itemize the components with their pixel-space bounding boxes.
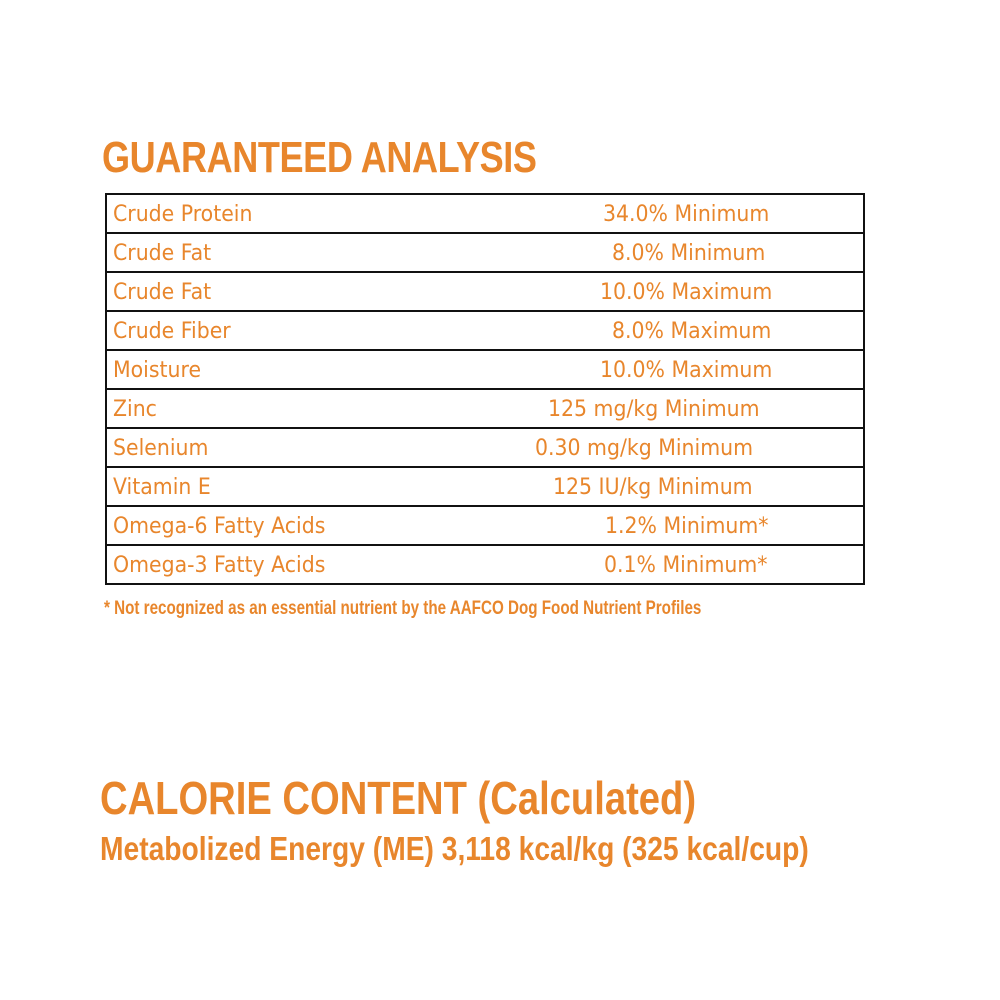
nutrient-label: Crude Fat <box>113 280 212 305</box>
table-row <box>107 429 863 468</box>
guaranteed-analysis-heading: GUARANTEED ANALYSIS <box>102 133 537 182</box>
nutrient-value: 0.30 mg/kg Minimum <box>535 436 754 461</box>
metabolized-energy-text: Metabolized Energy (ME) 3,118 kcal/kg (325 kcal/cup) <box>100 830 809 867</box>
table-row <box>107 312 863 351</box>
nutrient-label: Zinc <box>113 397 157 422</box>
nutrient-label: Omega-6 Fatty Acids <box>113 514 326 539</box>
nutrient-label: Moisture <box>113 358 202 383</box>
nutrient-value: 8.0% Maximum <box>612 319 772 344</box>
table-row <box>107 273 863 312</box>
nutrient-label: Crude Fiber <box>113 319 231 344</box>
table-row <box>107 507 863 546</box>
calorie-content-heading: CALORIE CONTENT (Calculated) <box>100 772 697 824</box>
nutrient-value: 10.0% Maximum <box>600 358 773 383</box>
nutrient-label: Crude Fat <box>113 241 212 266</box>
nutrient-value: 10.0% Maximum <box>600 280 773 305</box>
nutrient-value: 34.0% Minimum <box>603 202 770 227</box>
nutrient-label: Omega-3 Fatty Acids <box>113 553 326 578</box>
table-row <box>107 546 863 585</box>
nutrient-value: 125 IU/kg Minimum <box>553 475 753 500</box>
table-row <box>107 468 863 507</box>
guaranteed-analysis-table <box>105 193 865 585</box>
nutrient-label: Vitamin E <box>113 475 211 500</box>
nutrient-value: 0.1% Minimum* <box>604 553 768 578</box>
aafco-footnote: * Not recognized as an essential nutrient by the AAFCO Dog Food Nutrient Profiles <box>104 598 702 619</box>
nutrient-value: 8.0% Minimum <box>612 241 766 266</box>
table-row <box>107 234 863 273</box>
nutrient-label: Crude Protein <box>113 202 253 227</box>
table-row <box>107 195 863 234</box>
nutrient-value: 125 mg/kg Minimum <box>548 397 760 422</box>
nutrient-label: Selenium <box>113 436 209 461</box>
table-row <box>107 390 863 429</box>
table-row <box>107 351 863 390</box>
nutrient-value: 1.2% Minimum* <box>605 514 769 539</box>
